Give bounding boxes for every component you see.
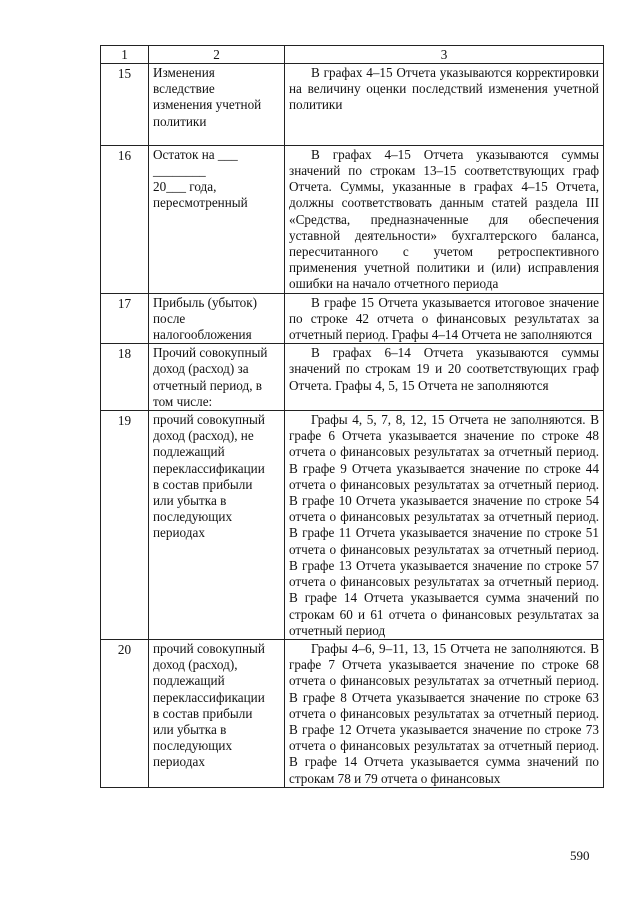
row-name-line: или убытка в <box>153 721 227 737</box>
row-description-text: В графах 4–15 Отчета указываются корректировки на величину оценки последствий изменения учетной политики <box>289 65 599 113</box>
row-description <box>285 639 604 787</box>
row-name <box>149 639 285 787</box>
row-name-line: политики <box>153 113 207 129</box>
row-name-line: изменения учетной <box>153 97 262 113</box>
row-name-line: Прочий совокупный <box>153 345 268 361</box>
row-number: 19 <box>101 411 149 640</box>
table-row <box>101 145 604 293</box>
row-number: 15 <box>101 64 149 146</box>
row-name-line: отчетный период, в <box>153 377 263 393</box>
row-name-line: подлежащий <box>153 673 225 689</box>
row-number: 18 <box>101 344 149 411</box>
row-name-line: том числе: <box>153 393 213 409</box>
row-name-line: после <box>153 310 186 326</box>
row-description-text: Графы 4, 5, 7, 8, 12, 15 Отчета не заполняются. В графе 6 Отчета указывается значение по строке 48 отчета о финансовых результатах за отчетный период. В графе 9 Отчета указывается значение по строке 44 отчета о финансовых результатах за отчетный период. В графе 10 Отчета указывается значение по строке 54 отчета о финансовых результатах за отчетный период. В графе 11 Отчета указывается значение по строке 51 отчета о финансовых результатах за отчетный период. В графе 13 Отчета указывается значение по строке 57 отчета о финансовых результатах за отчетный период. В графе 14 Отчета указывается сумма значений по строкам 60 и 61 отчета о финансовых результатах за отчетный период <box>289 412 599 638</box>
row-name <box>149 293 285 344</box>
row-description <box>285 411 604 640</box>
row-description <box>285 344 604 411</box>
table-row <box>101 639 604 787</box>
row-name-line: ________ <box>153 163 206 179</box>
row-description-text: В графах 6–14 Отчета указываются суммы значений по строкам 19 и 20 соответствующих граф Отчета. Графы 4, 5, 15 Отчета не заполняются <box>289 345 599 393</box>
row-name-line: налогообложения <box>153 327 252 343</box>
row-name <box>149 344 285 411</box>
row-name-line: в состав прибыли <box>153 476 253 492</box>
row-number: 17 <box>101 293 149 344</box>
row-description-text: В графе 15 Отчета указывается итоговое значение по строке 42 отчета о финансовых результатах за отчетный период. Графы 4–14 Отчета не заполняются <box>289 294 599 343</box>
row-name-line: последующих <box>153 738 233 754</box>
header-row <box>101 46 604 64</box>
row-name-line: прочий совокупный <box>153 412 265 428</box>
row-description <box>285 64 604 146</box>
row-name-line: последующих <box>153 509 233 525</box>
header-col-1: 1 <box>101 46 149 64</box>
table-row <box>101 64 604 146</box>
row-name-line: переклассификации <box>153 689 265 705</box>
row-name-line: вследствие <box>153 81 215 97</box>
row-name-line: прочий совокупный <box>153 640 265 656</box>
row-description-text: В графах 4–15 Отчета указываются суммы значений по строкам 13–15 соответствующих граф Отчета. Суммы, указанные в графах 4–15 Отчета, должны соответствовать данным статей раздела III «Средства, предназначенные для обеспечения уставной деятельности» бухгалтерского баланса, пересчитанного с учетом ретроспективного применения учетной политики и (или) исправления ошибки на начало отчетного периода <box>289 146 599 292</box>
header-col-2: 2 <box>149 46 285 64</box>
row-name-line: периодах <box>153 754 205 770</box>
row-name-line: Изменения <box>153 65 215 80</box>
header-col-3: 3 <box>285 46 604 64</box>
table-row <box>101 411 604 640</box>
row-number: 16 <box>101 145 149 293</box>
row-name <box>149 411 285 640</box>
row-name-line: 20___ года, <box>153 179 217 195</box>
row-description <box>285 293 604 344</box>
row-name-line: пересмотренный <box>153 195 248 211</box>
instructions-table <box>100 45 604 788</box>
page-number: 590 <box>570 848 590 863</box>
row-description-text: Графы 4–6, 9–11, 13, 15 Отчета не заполняются. В графе 7 Отчета указывается значение по строке 68 отчета о финансовых результатах за отчетный период. В графе 8 Отчета указывается значение по строке 63 отчета о финансовых результатах за отчетный период. В графе 12 Отчета указывается значение по строке 73 отчета о финансовых результатах за отчетный период. В графе 14 Отчета указывается сумма значений по строкам 78 и 79 отчета о финансовых <box>289 640 599 786</box>
row-name <box>149 145 285 293</box>
row-name-line: доход (расход), <box>153 657 238 673</box>
row-name-line: Прибыль (убыток) <box>153 294 257 310</box>
row-name-line: доход (расход) за <box>153 361 249 377</box>
row-name-line: Остаток на ___ <box>153 146 238 162</box>
row-name <box>149 64 285 146</box>
table-row <box>101 293 604 344</box>
table-row <box>101 344 604 411</box>
row-name-line: подлежащий <box>153 444 225 460</box>
row-name-line: переклассификации <box>153 460 265 476</box>
row-description <box>285 145 604 293</box>
row-name-line: в состав прибыли <box>153 705 253 721</box>
row-number: 20 <box>101 639 149 787</box>
row-name-line: или убытка в <box>153 493 227 509</box>
row-name-line: периодах <box>153 525 205 541</box>
row-name-line: доход (расход), не <box>153 428 254 444</box>
